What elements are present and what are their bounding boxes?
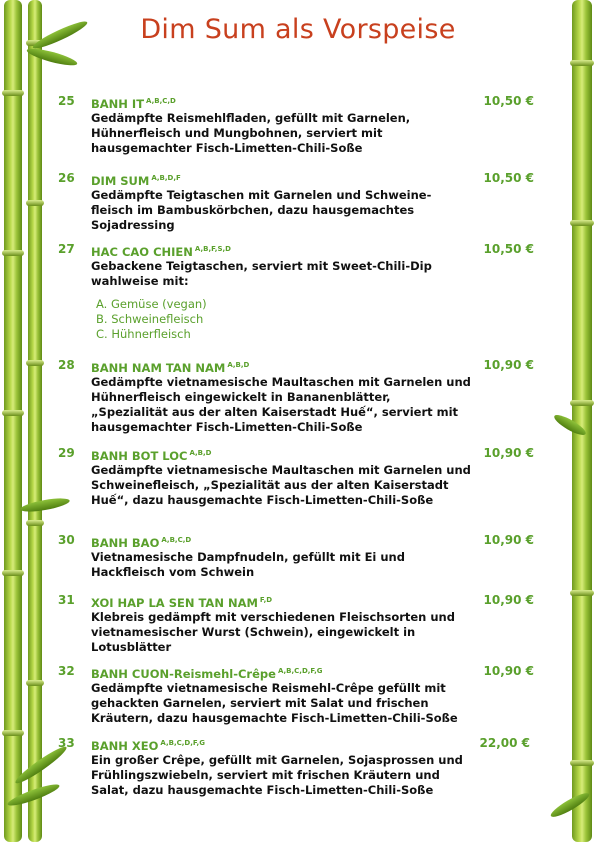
item-price: 10,90 € bbox=[483, 446, 534, 460]
item-description: Gebackene Teigtaschen, serviert mit Sweet-Chili-Dip wahlweise mit: bbox=[91, 259, 432, 288]
item-description: Gedämpfte vietnamesische Maultaschen mit Garnelen und Hühnerfleisch eingewickelt in Bananenblätter, „Spezialität aus der alten Kaiserstadt Huế“, serviert mit hausgemachter Fisch-Limetten-Chili-Soße bbox=[91, 375, 471, 434]
menu-item bbox=[58, 242, 540, 358]
item-number: 32 bbox=[58, 664, 75, 678]
menu-item bbox=[58, 593, 540, 664]
item-number: 28 bbox=[58, 358, 75, 372]
item-name: DIM SUM $^{A,B,D,F}$ bbox=[91, 174, 181, 188]
bamboo-decoration-right bbox=[556, 0, 596, 842]
item-name: BANH NAM TAN NAM $^{A,B,D}$ bbox=[91, 361, 250, 375]
menu-item bbox=[58, 736, 540, 806]
item-price: 10,90 € bbox=[483, 664, 534, 678]
menu-item bbox=[58, 533, 540, 593]
bamboo-stalk bbox=[4, 0, 22, 842]
allergen-codes: A,B,D bbox=[227, 361, 250, 369]
allergen-codes: F,D bbox=[259, 596, 273, 604]
item-name: BANH BOT LOC $^{A,B,D}$ bbox=[91, 449, 212, 463]
allergen-codes: A,B,C,D,F,G bbox=[160, 739, 205, 747]
item-description: Gedämpfte vietnamesische Reismehl-Crêpe gefüllt mit gehackten Garnelen, serviert mit Salat und frischen Kräutern, dazu hausgemachte Fisch-Limetten-Chili-Soße bbox=[91, 681, 458, 725]
item-number: 30 bbox=[58, 533, 75, 547]
item-price: 10,50 € bbox=[483, 171, 534, 185]
item-name: BANH CUON-Reismehl-Crêpe $^{A,B,C,D,F,G}$ bbox=[91, 667, 323, 681]
item-price: 10,90 € bbox=[483, 358, 534, 372]
item-description: Vietnamesische Dampfnudeln, gefüllt mit Ei und Hackfleisch vom Schwein bbox=[91, 550, 405, 579]
item-number: 33 bbox=[58, 736, 75, 750]
bamboo-stalk bbox=[28, 0, 42, 842]
menu-item bbox=[58, 171, 540, 242]
allergen-codes: A,B,C,D bbox=[146, 97, 176, 105]
item-number: 31 bbox=[58, 593, 75, 607]
page-title: Dim Sum als Vorspeise bbox=[140, 14, 456, 45]
item-description: Gedämpfte vietnamesische Maultaschen mit Garnelen und Schweinefleisch, „Spezialität aus der alten Kaiserstadt Huế“, dazu hausgemachte Fisch-Limetten-Chili-Soße bbox=[91, 463, 471, 507]
item-price: 10,90 € bbox=[483, 533, 534, 547]
bamboo-stalk bbox=[572, 0, 592, 842]
option-item: C. Hühnerfleisch bbox=[96, 327, 191, 341]
menu-list bbox=[58, 94, 540, 806]
item-price: 22,00 € bbox=[479, 736, 530, 750]
allergen-codes: A,B,C,D bbox=[161, 536, 192, 544]
item-name: XOI HAP LA SEN TAN NAM $^{F,D}$ bbox=[91, 596, 273, 610]
menu-item bbox=[58, 358, 540, 446]
menu-item bbox=[58, 94, 540, 171]
allergen-codes: A,B,F,S,D bbox=[194, 245, 231, 253]
item-description: Gedämpfte Teigtaschen mit Garnelen und Schweine- fleisch im Bambuskörbchen, dazu hausgemachtes Sojadressing bbox=[91, 188, 432, 232]
item-name: BANH IT $^{A,B,C,D}$ bbox=[91, 97, 176, 111]
item-price: 10,50 € bbox=[483, 94, 534, 108]
item-number: 26 bbox=[58, 171, 75, 185]
item-description: Ein großer Crêpe, gefüllt mit Garnelen, Sojasprossen und Frühlingszwiebeln, serviert mit frischen Kräutern und Salat, dazu hausgemachte Fisch-Limetten-Chili-Soße bbox=[91, 753, 463, 797]
allergen-codes: A,B,C,D,F,G bbox=[277, 667, 323, 675]
item-name: BANH BAO $^{A,B,C,D}$ bbox=[91, 536, 192, 550]
item-number: 25 bbox=[58, 94, 75, 108]
item-number: 27 bbox=[58, 242, 75, 256]
item-number: 29 bbox=[58, 446, 75, 460]
item-description: Gedämpfte Reismehlfladen, gefüllt mit Garnelen, Hühnerfleisch und Mungbohnen, serviert mit hausgemachter Fisch-Limetten-Chili-Soße bbox=[91, 111, 411, 155]
item-price: 10,50 € bbox=[483, 242, 534, 256]
item-name: HAC CAO CHIEN $^{A,B,F,S,D}$ bbox=[91, 245, 231, 259]
option-item: B. Schweinefleisch bbox=[96, 312, 204, 326]
allergen-codes: A,B,D,F bbox=[151, 174, 181, 182]
item-description: Klebreis gedämpft mit verschiedenen Fleischsorten und vietnamesischer Wurst (Schwein), eingewickelt in Lotusblätter bbox=[91, 610, 455, 654]
option-item: A. Gemüse (vegan) bbox=[96, 297, 207, 311]
menu-item bbox=[58, 664, 540, 736]
allergen-codes: A,B,D bbox=[189, 449, 212, 457]
item-options bbox=[96, 297, 540, 342]
item-price: 10,90 € bbox=[483, 593, 534, 607]
item-name: BANH XEO $^{A,B,C,D,F,G}$ bbox=[91, 739, 205, 753]
menu-item bbox=[58, 446, 540, 533]
